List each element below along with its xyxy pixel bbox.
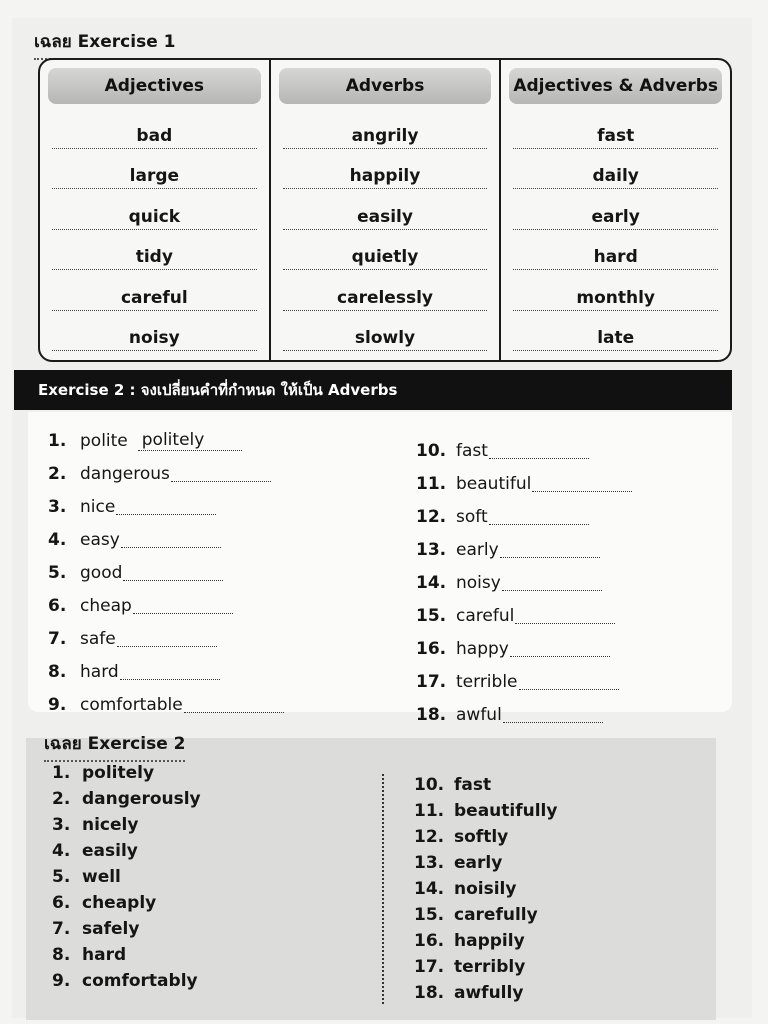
item-number: 11. (414, 801, 445, 821)
answer-word: beautifully (454, 801, 558, 821)
item-number: 2. (48, 463, 67, 484)
item-number: 9. (48, 694, 67, 715)
answer-blank[interactable] (184, 696, 284, 713)
item-number: 11. (416, 473, 447, 494)
item-number: 7. (48, 628, 67, 649)
list-item (416, 533, 632, 566)
item-number: 15. (416, 605, 447, 626)
answer-blank[interactable] (116, 498, 216, 515)
item-word: noisy (456, 572, 501, 593)
table-cell: easily (283, 189, 488, 230)
answer-blank-filled[interactable]: politely (138, 430, 242, 451)
answer-word: early (454, 853, 503, 873)
item-word: polite (80, 430, 128, 451)
answer-blank[interactable] (532, 475, 632, 492)
list-item (48, 556, 284, 589)
column-items (509, 108, 722, 351)
item-word: fast (456, 440, 488, 461)
item-number: 18. (414, 983, 445, 1003)
item-number: 4. (48, 529, 67, 550)
answer-blank[interactable] (489, 508, 589, 525)
item-number: 14. (416, 572, 447, 593)
item-word: good (80, 562, 123, 583)
answer-key-2-left-list (52, 760, 201, 994)
item-number: 9. (52, 971, 71, 991)
list-item (48, 655, 284, 688)
column-adverbs (271, 60, 502, 360)
answer-blank[interactable] (519, 673, 619, 690)
table-cell: noisy (52, 311, 257, 352)
item-number: 1. (52, 763, 71, 783)
answer-blank[interactable] (489, 442, 589, 459)
exercise-2-left-list (48, 424, 284, 721)
column-items (48, 108, 261, 351)
item-word: awful (456, 704, 502, 725)
list-item (52, 864, 201, 890)
table-cell: monthly (513, 270, 718, 311)
list-item (416, 566, 632, 599)
item-number: 4. (52, 841, 71, 861)
list-item (416, 632, 632, 665)
item-word: cheap (80, 595, 132, 616)
list-item (416, 500, 632, 533)
answer-word: dangerously (82, 789, 201, 809)
item-number: 18. (416, 704, 447, 725)
list-item (52, 786, 201, 812)
item-number: 8. (48, 661, 67, 682)
list-item (48, 490, 284, 523)
list-item (48, 688, 284, 721)
item-number: 17. (414, 957, 445, 977)
column-header: Adjectives (48, 68, 261, 104)
column-adjectives-and-adverbs (501, 60, 730, 360)
item-word: soft (456, 506, 488, 527)
table-cell: quick (52, 189, 257, 230)
item-number: 10. (414, 775, 445, 795)
item-word: safe (80, 628, 116, 649)
item-number: 16. (416, 638, 447, 659)
item-number: 6. (48, 595, 67, 616)
item-number: 14. (414, 879, 445, 899)
list-item (52, 942, 201, 968)
item-number: 2. (52, 789, 71, 809)
item-number: 8. (52, 945, 71, 965)
item-number: 13. (416, 539, 447, 560)
list-item (414, 824, 557, 850)
list-item (414, 954, 557, 980)
item-number: 12. (414, 827, 445, 847)
answer-key-2-right-list (414, 772, 557, 1006)
answer-key-1-table (38, 58, 732, 362)
answer-key-1-title: เฉลย Exercise 1 (34, 28, 175, 60)
answer-blank[interactable] (510, 640, 610, 657)
column-items (279, 108, 492, 351)
item-number: 6. (52, 893, 71, 913)
item-word: careful (456, 605, 515, 626)
item-number: 7. (52, 919, 71, 939)
item-number: 12. (416, 506, 447, 527)
answer-word: happily (454, 931, 525, 951)
item-number: 1. (48, 430, 67, 451)
list-item (52, 968, 201, 994)
column-header: Adverbs (279, 68, 492, 104)
answer-blank[interactable] (121, 531, 221, 548)
table-cell: quietly (283, 230, 488, 271)
item-word: beautiful (456, 473, 532, 494)
table-cell: bad (52, 108, 257, 149)
list-item (414, 876, 557, 902)
exercise-2-right-list (416, 434, 632, 731)
exercise-2-title: Exercise 2 : จงเปลี่ยนคำที่กำหนด ให้เป็น Adverbs (38, 381, 398, 399)
list-item (414, 980, 557, 1006)
item-number: 3. (52, 815, 71, 835)
list-item (52, 916, 201, 942)
list-item (414, 850, 557, 876)
table-cell: large (52, 149, 257, 190)
answer-blank[interactable] (120, 663, 220, 680)
answer-word: safely (82, 919, 140, 939)
table-cell: angrily (283, 108, 488, 149)
answer-blank[interactable] (123, 564, 223, 581)
list-item (48, 589, 284, 622)
list-item (48, 523, 284, 556)
column-adjectives (40, 60, 271, 360)
answer-blank[interactable] (171, 465, 271, 482)
list-item (52, 890, 201, 916)
column-divider (382, 774, 384, 1004)
answer-word: noisily (454, 879, 517, 899)
list-item (48, 457, 284, 490)
item-number: 3. (48, 496, 67, 517)
item-word: comfortable (80, 694, 183, 715)
table-cell: fast (513, 108, 718, 149)
answer-word: awfully (454, 983, 524, 1003)
table-cell: carelessly (283, 270, 488, 311)
list-item (416, 467, 632, 500)
table-cell: late (513, 311, 718, 352)
answer-word: carefully (454, 905, 538, 925)
table-cell: hard (513, 230, 718, 271)
item-number: 10. (416, 440, 447, 461)
item-word: happy (456, 638, 509, 659)
item-word: early (456, 539, 499, 560)
list-item (52, 838, 201, 864)
answer-word: terribly (454, 957, 526, 977)
exercise-2-header (14, 370, 732, 410)
list-item (414, 798, 557, 824)
answer-word: cheaply (82, 893, 157, 913)
list-item (416, 665, 632, 698)
item-number: 15. (414, 905, 445, 925)
answer-word: softly (454, 827, 509, 847)
list-item (416, 599, 632, 632)
table-cell: early (513, 189, 718, 230)
item-word: nice (80, 496, 116, 517)
answer-blank[interactable] (117, 630, 217, 647)
answer-word: nicely (82, 815, 139, 835)
item-word: dangerous (80, 463, 170, 484)
answer-blank[interactable] (133, 597, 233, 614)
answer-blank[interactable] (515, 607, 615, 624)
table-cell: slowly (283, 311, 488, 352)
item-number: 16. (414, 931, 445, 951)
item-word: easy (80, 529, 120, 550)
table-cell: daily (513, 149, 718, 190)
list-item (48, 424, 284, 457)
item-number: 17. (416, 671, 447, 692)
table-cell: careful (52, 270, 257, 311)
answer-word: hard (82, 945, 127, 965)
answer-key-2-title: เฉลย Exercise 2 (44, 730, 185, 762)
table-cell: happily (283, 149, 488, 190)
column-header: Adjectives & Adverbs (509, 68, 722, 104)
item-word: terrible (456, 671, 518, 692)
list-item (52, 812, 201, 838)
list-item (52, 760, 201, 786)
list-item (414, 928, 557, 954)
answer-blank[interactable] (503, 706, 603, 723)
table-cell: tidy (52, 230, 257, 271)
answer-blank[interactable] (500, 541, 600, 558)
answer-word: comfortably (82, 971, 198, 991)
item-word: hard (80, 661, 119, 682)
answer-word: easily (82, 841, 138, 861)
list-item (414, 902, 557, 928)
list-item (416, 698, 632, 731)
list-item (48, 622, 284, 655)
answer-blank[interactable] (502, 574, 602, 591)
answer-word: fast (454, 775, 492, 795)
list-item (416, 434, 632, 467)
answer-word: politely (82, 763, 155, 783)
item-number: 5. (52, 867, 71, 887)
item-number: 5. (48, 562, 67, 583)
list-item (414, 772, 557, 798)
item-number: 13. (414, 853, 445, 873)
answer-word: well (82, 867, 121, 887)
